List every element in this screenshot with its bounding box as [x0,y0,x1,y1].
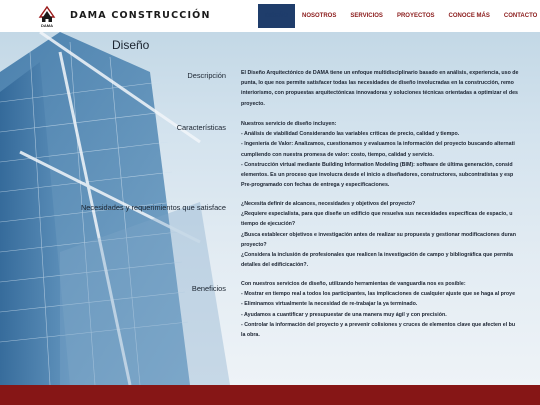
text-line: cumpliendo con nuestra promesa de valor: costo, tiempo, calidad y servicio. [241,151,434,158]
nav-item-servicios[interactable]: SERVICIOS [350,13,383,19]
main-nav [258,4,540,28]
text-line: - Mostrar en tiempo real a todos los participantes, las implicaciones de cualquier ajuste que se haga al proye [241,291,516,298]
text-line: - Controlar la información del proyecto y a prevenir colisiones y cruces de elementos clave que afecten el bu [241,321,516,328]
section-text-necesidades [241,199,540,270]
brand-name[interactable]: DAMA CONSTRUCCIÓN [70,10,211,21]
section-text-descripcion [241,68,540,109]
nav-item-contacto[interactable]: CONTACTO [503,13,538,19]
text-line: - Ayudamos a cuantificar y presupuestar de una manera muy ágil y con precisión. [241,311,447,318]
text-line: tiempo de ejecución? [241,221,296,228]
text-line: proyecto. [241,100,265,107]
text-line: El Diseño Arquitectónico de DAMA tiene un enfoque multidisciplinario basado en análisis, experiencia, uso de [241,70,519,76]
text-line: detalles del edificicación?. [241,262,309,269]
text-line: proyecto? [241,241,267,248]
text-line: la obra. [241,332,260,339]
nav-item-proyectos[interactable]: PROYECTOS [396,13,435,19]
text-line: ¿Requiere especialista, para que diseñe un edificio que resuelva sus necesidades específicas de espacio, u [241,211,513,218]
section-label-descripcion: Descripción [187,71,226,80]
logo-caption: DAMA [41,23,53,28]
site-footer [0,385,540,405]
text-line: ¿Busca establecer objetivos e investigación antes de realizar su propuesta y gestionar modificaciones duran [241,231,516,238]
text-line: punta, lo que nos permite satisfacer todas las necesidades de diseño involucradas en la construcción, remo [241,80,514,87]
section-text-beneficios [241,279,540,340]
section-label-beneficios: Beneficios [191,284,226,293]
text-line: - Ingeniería de Valor: Analizamos, cuestionamos y evaluamos la información del proyecto buscando alternati [241,141,515,148]
text-line: - Análisis de viabilidad Considerando las variables críticas de precio, calidad y tiempo. [241,131,460,138]
site-header [0,0,540,32]
nav-item-nosotros[interactable]: NOSOTROS [302,13,337,19]
text-line: elementos. Es un proceso que involucra desde el inicio a diseñadores, constructores, subcontratistas y esp [241,172,514,179]
nav-item-conoce-mas[interactable]: CONOCE MÁS [448,13,490,19]
section-label-necesidades: Necesidades y requerimientos que satisface [80,203,226,212]
text-line: Con nuestros servicios de diseño, utilizando herramientas de vanguardia nos es posible: [241,281,466,287]
text-line: Pre-programado con fechas de entrega y especificaciones. [241,182,390,189]
text-line: - Eliminamos virtualmente la necesidad de re-trabajar la ya terminado. [241,301,418,308]
nav-item-diseno[interactable]: DISEÑO [258,4,295,28]
text-line: Nuestros servicio de diseño incluyen: [241,121,337,127]
dama-logo[interactable] [37,4,57,28]
page-title: Diseño [112,38,150,52]
text-line: ¿Considera la inclusión de profesionales que realicen la investigación de campo y bibliográfica que permita [241,252,513,259]
text-line: ¿Necesita definir de alcances, necesidades y objetivos del proyecto? [241,201,416,207]
text-line: - Construcción virtual mediante Building Information Modeling (BIM): software de última generación, consid [241,161,513,168]
section-label-caracteristicas: Características [176,123,226,132]
text-line: interiorismo, con propuestas arquitectónicas innovadoras y soluciones técnicas orientadas a optimizar el des [241,90,518,97]
section-text-caracteristicas [241,119,540,190]
